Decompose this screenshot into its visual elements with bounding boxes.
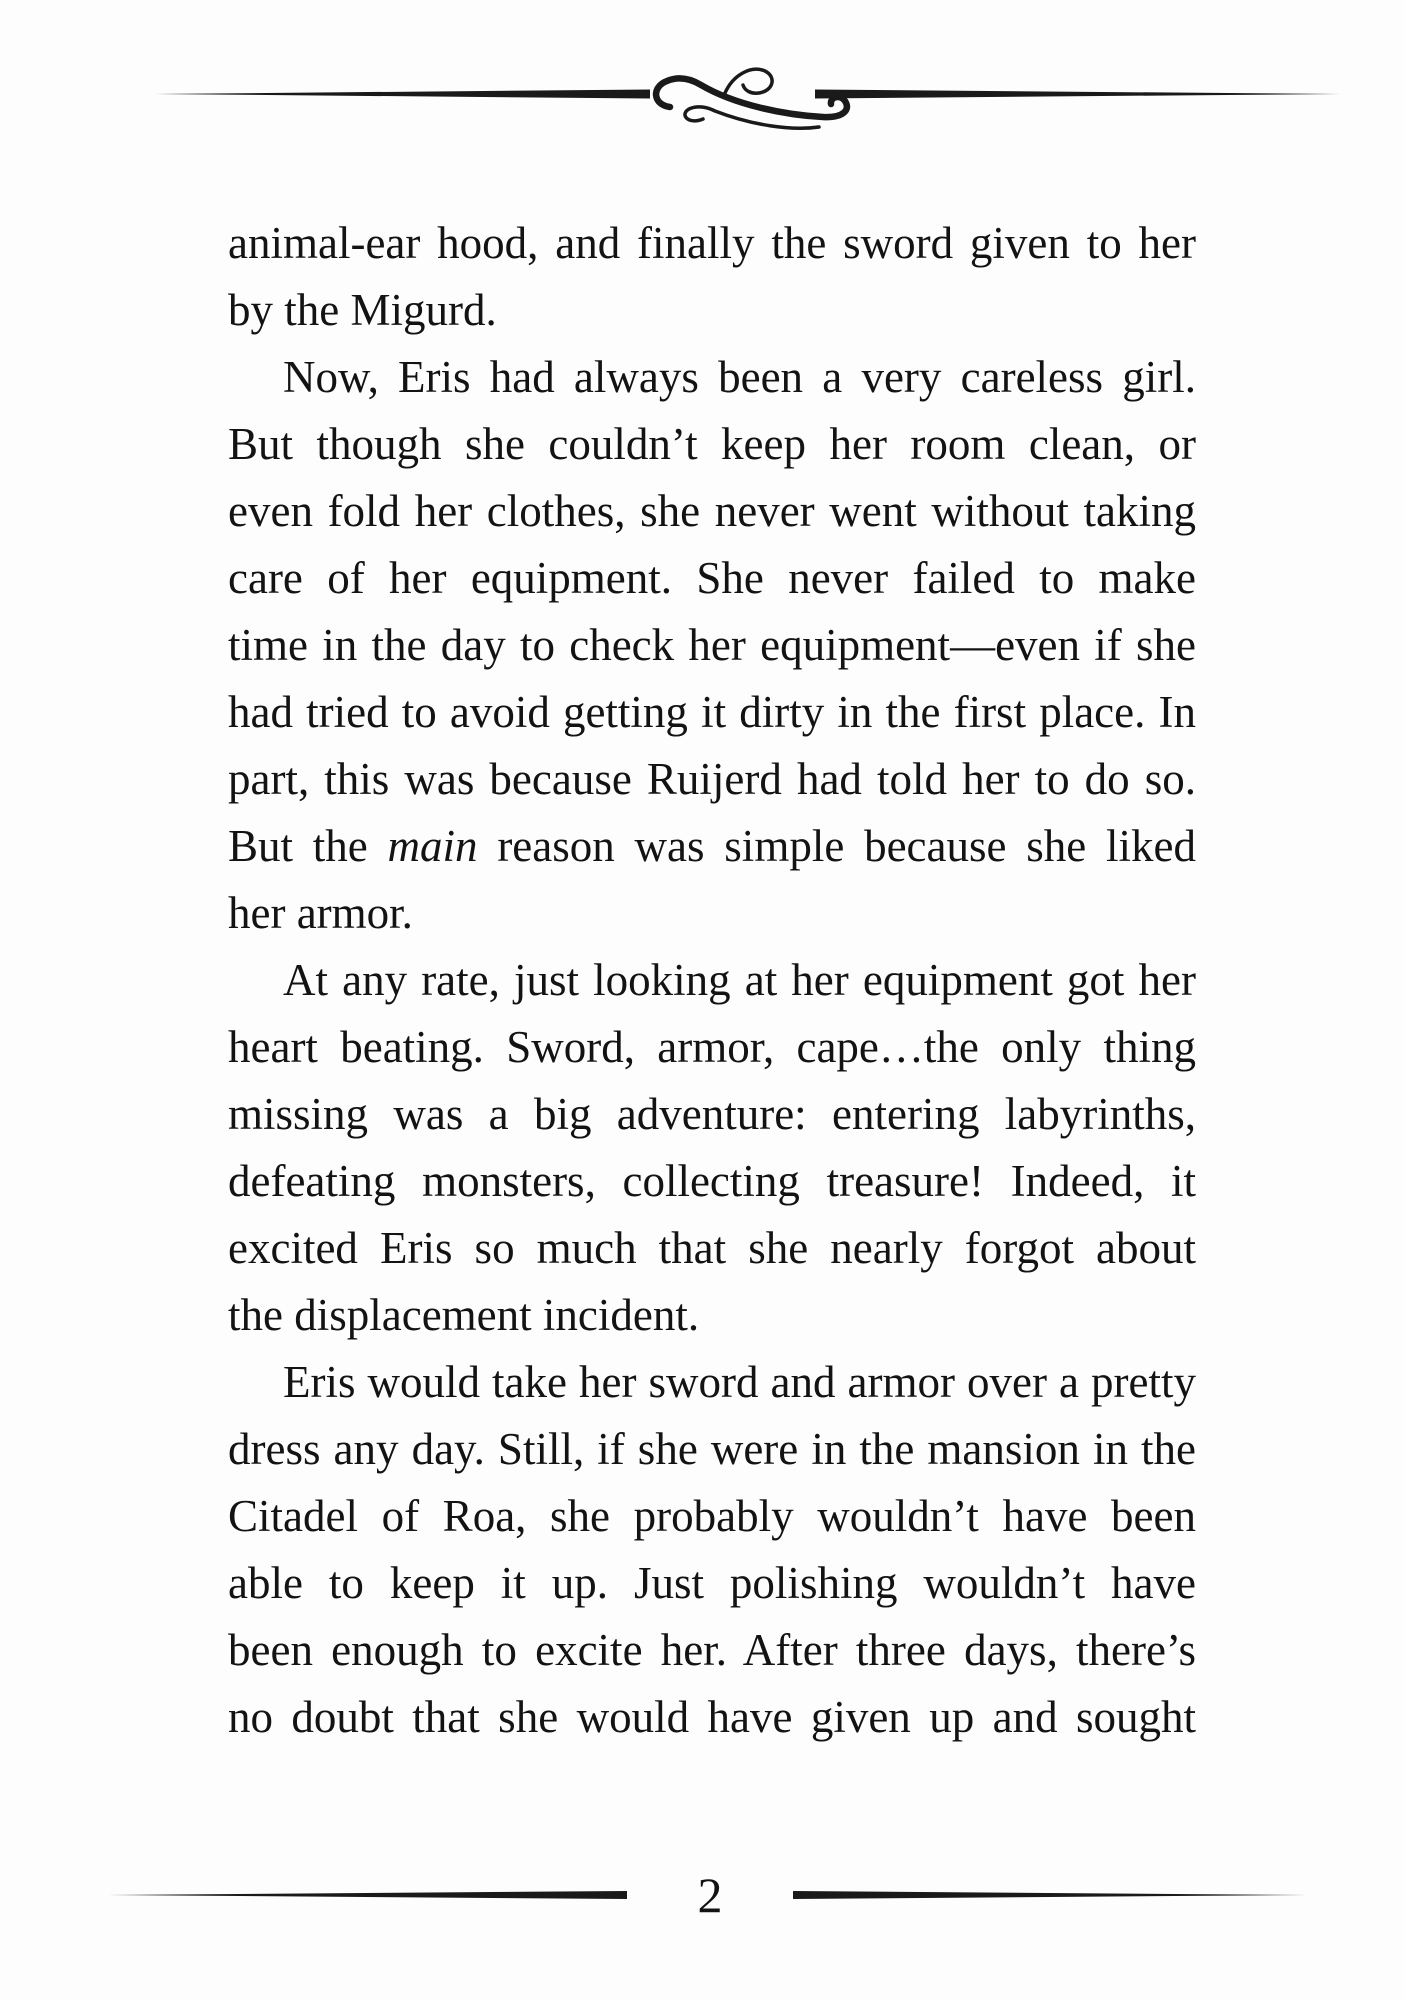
text-line: time in the day to check her equipment—even if she bbox=[228, 620, 1196, 670]
footer-rule-right bbox=[793, 1889, 1307, 1901]
flourish-top-curl bbox=[725, 69, 772, 93]
text-line: defeating monsters, collecting treasure! Indeed, it bbox=[228, 1156, 1196, 1206]
text-line: dress any day. Still, if she were in the mansion in the bbox=[228, 1424, 1196, 1474]
footer-rule-left bbox=[108, 1889, 627, 1901]
text-line: even fold her clothes, she never went without taking bbox=[228, 486, 1196, 536]
text-line: been enough to excite her. After three days, there’s bbox=[228, 1625, 1196, 1675]
page-number: 2 bbox=[697, 1867, 723, 1923]
text-line: Now, Eris had always been a very careless girl. bbox=[283, 352, 1196, 402]
text-line bbox=[228, 813, 1196, 880]
text-line: animal-ear hood, and finally the sword given to her bbox=[228, 218, 1196, 268]
page-body-text bbox=[228, 210, 1196, 1751]
text-line: care of her equipment. She never failed to make bbox=[228, 553, 1196, 603]
text-segment: But the bbox=[228, 821, 388, 871]
text-line: At any rate, just looking at her equipment got her bbox=[283, 955, 1196, 1005]
text-line: part, this was because Ruijerd had told her to do so. bbox=[228, 754, 1196, 804]
text-line: missing was a big adventure: entering labyrinths, bbox=[228, 1089, 1196, 1139]
text-segment-italic: main bbox=[387, 821, 478, 871]
page-footer bbox=[108, 1865, 1307, 1925]
text-line: no doubt that she would have given up and sought bbox=[228, 1692, 1196, 1742]
header-rule-right bbox=[815, 90, 1340, 99]
text-line: her armor. bbox=[228, 888, 413, 938]
header-divider-flourish-icon bbox=[155, 52, 1340, 137]
text-line: But though she couldn’t keep her room clean, or bbox=[228, 419, 1196, 469]
text-line: heart beating. Sword, armor, cape…the only thing bbox=[228, 1022, 1196, 1072]
text-line: Eris would take her sword and armor over a pretty bbox=[283, 1357, 1196, 1407]
text-line: excited Eris so much that she nearly forgot about bbox=[228, 1223, 1196, 1273]
text-line: the displacement incident. bbox=[228, 1290, 700, 1340]
text-line: able to keep it up. Just polishing wouldn’t have bbox=[228, 1558, 1196, 1608]
header-rule-left bbox=[155, 90, 650, 99]
text-segment: reason was simple because she liked bbox=[477, 821, 1196, 871]
text-line: by the Migurd. bbox=[228, 285, 497, 335]
text-line: had tried to avoid getting it dirty in the first place. In bbox=[228, 687, 1196, 737]
text-line: Citadel of Roa, she probably wouldn’t have been bbox=[228, 1491, 1196, 1541]
